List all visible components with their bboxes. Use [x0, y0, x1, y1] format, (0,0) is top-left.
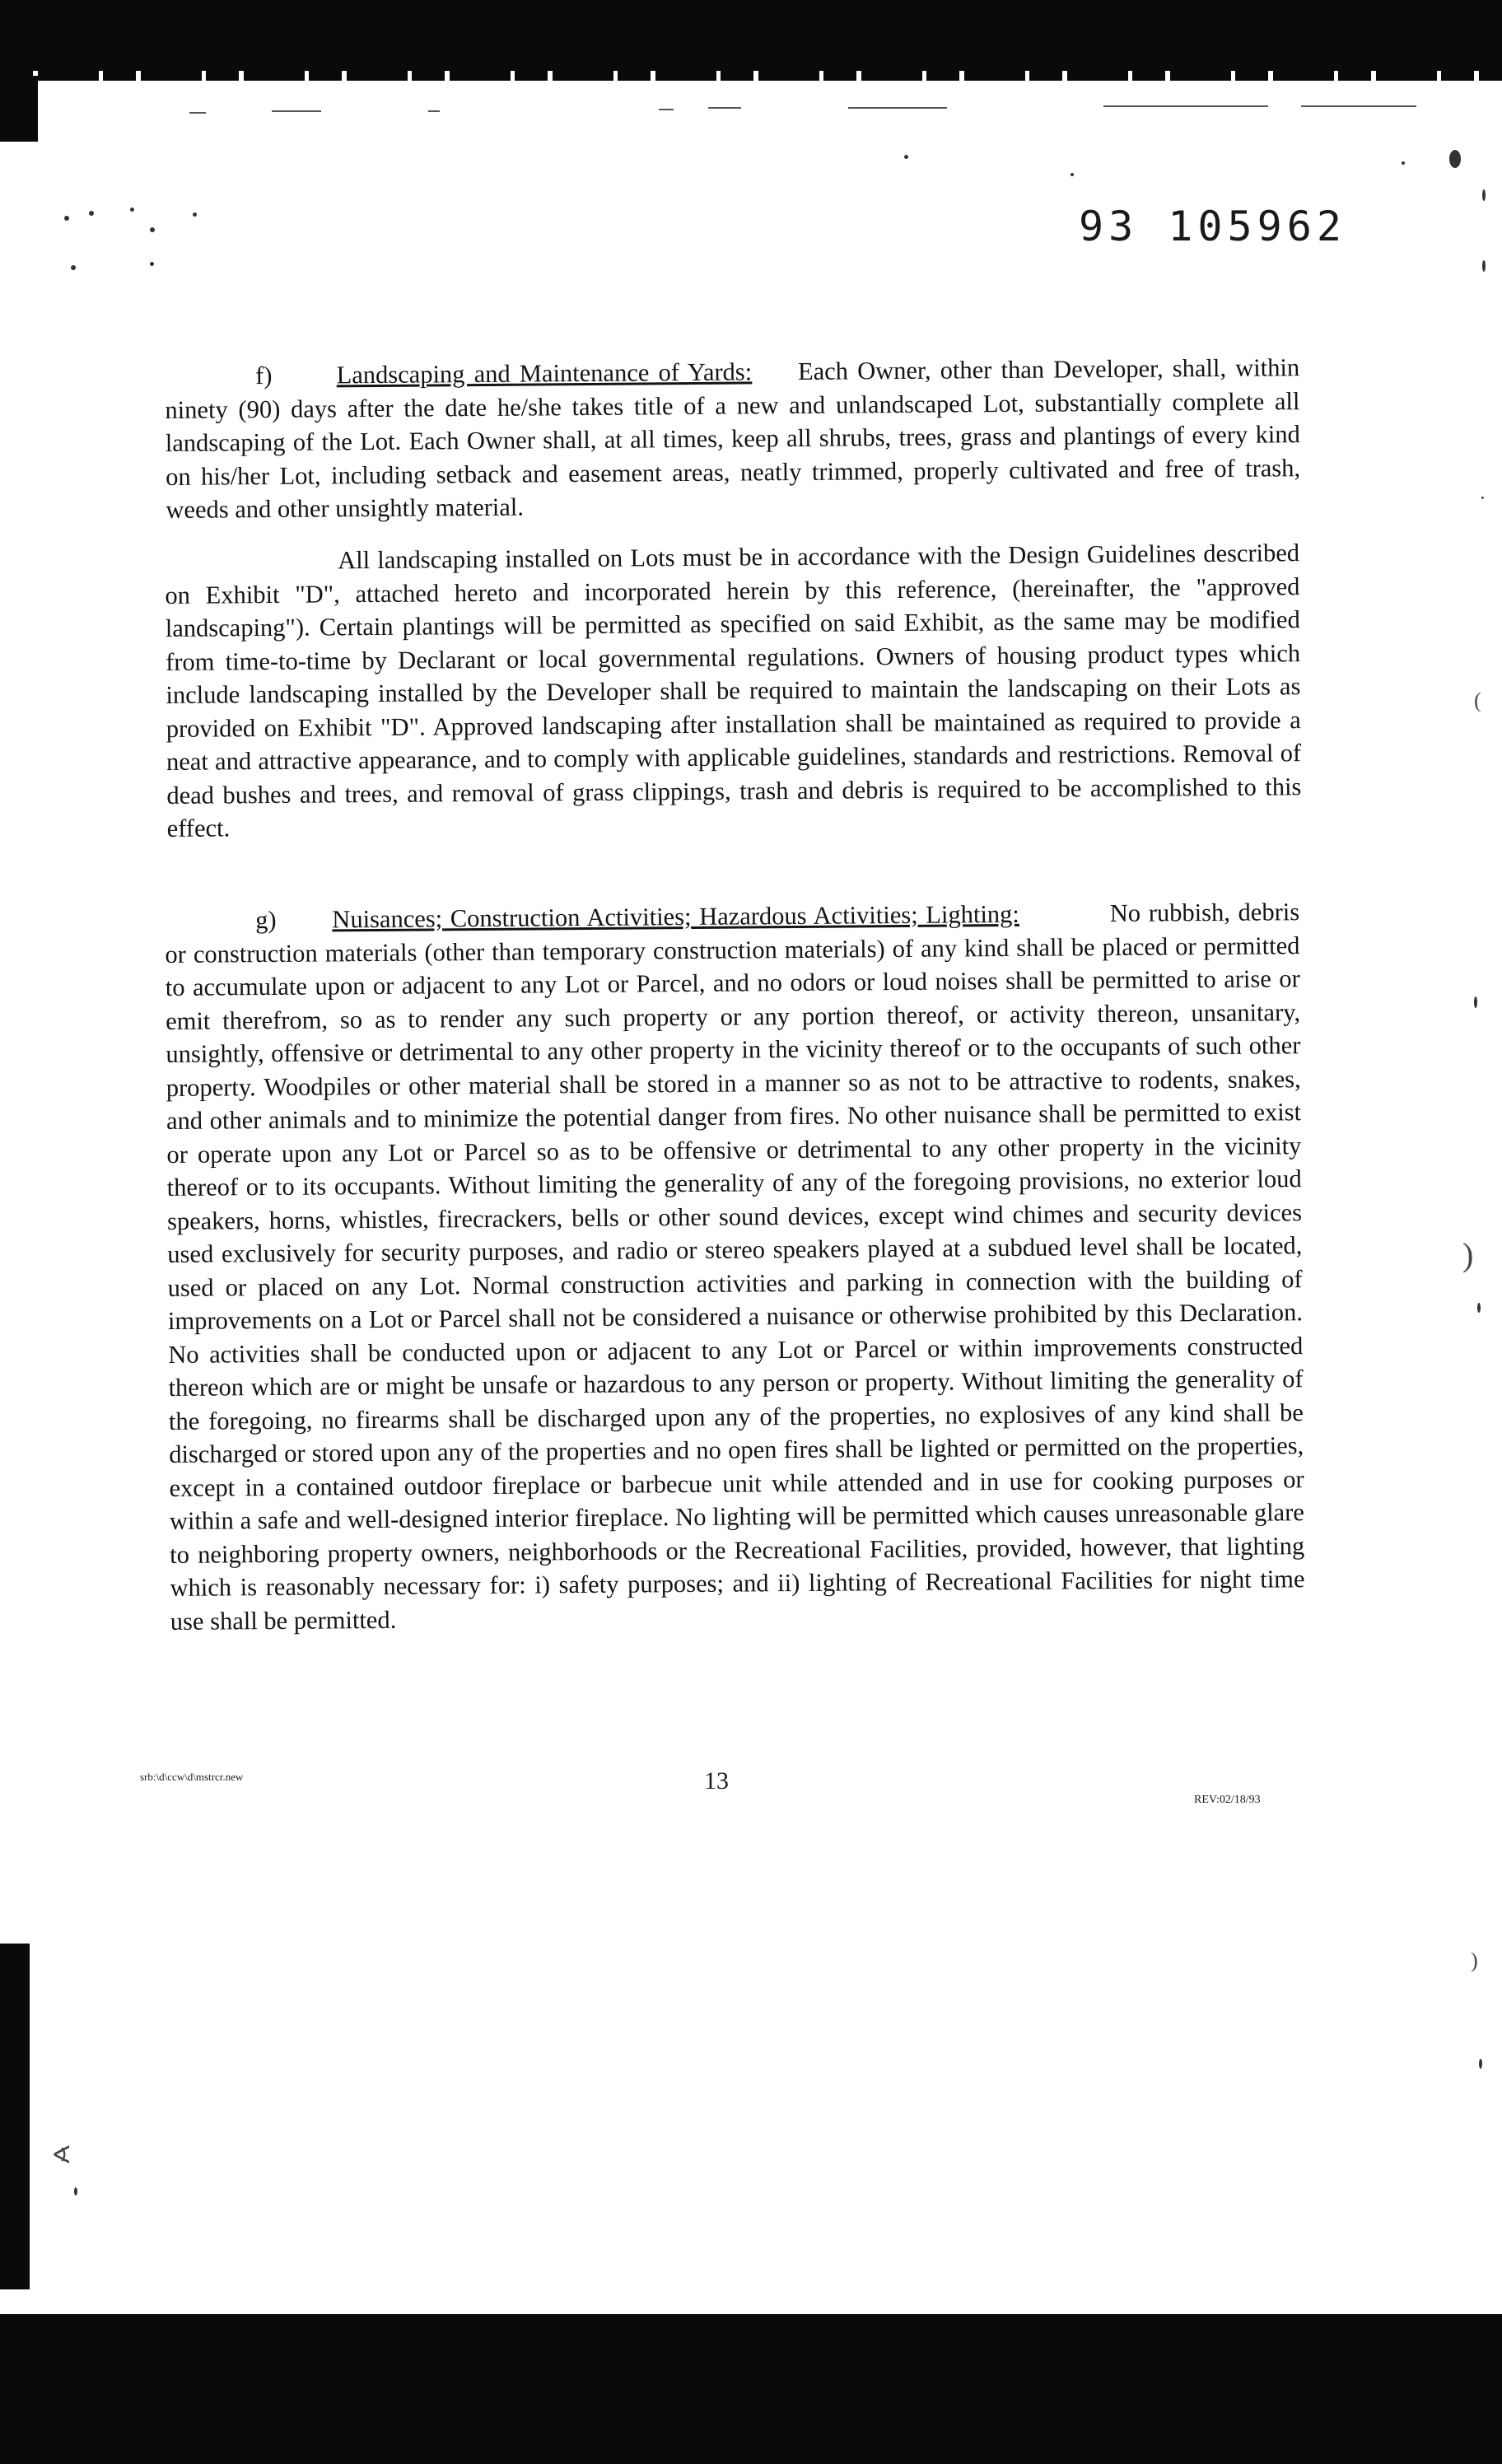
scan-dash — [189, 112, 206, 114]
scan-speck — [89, 211, 94, 216]
document-number: 93 105962 — [1079, 203, 1346, 250]
scan-speck — [904, 155, 908, 159]
scan-speck — [1449, 150, 1461, 168]
scan-border-left — [0, 1944, 30, 2289]
scan-speck — [130, 208, 134, 212]
scan-speck — [150, 227, 155, 232]
scan-dash — [1103, 105, 1268, 107]
scan-speck — [193, 212, 197, 217]
scan-speck — [1482, 189, 1486, 201]
scan-dash — [659, 109, 674, 110]
scan-border-notch — [0, 76, 38, 142]
scan-border-bottom — [0, 2314, 1502, 2464]
footer-file-path: srb:\d\ccw\d\mstrcr.new — [140, 1771, 244, 1783]
section-f-marker: f) — [255, 361, 273, 390]
scan-speck — [1479, 2059, 1482, 2069]
scan-margin-mark: ) — [1471, 1948, 1478, 1972]
scan-speck — [150, 262, 154, 266]
scan-dash — [848, 107, 947, 109]
scan-margin-mark: ) — [1462, 1236, 1474, 1273]
section-f-text: Each Owner, other than Developer, shall, within ninety (90) days after the date he/she takes title of a new and unlandscaped Lot, substantially complete all landscaping of the Lot. Each Owner shall, at all times, keep all shrubs, trees, grass and plantings of every kind on his/her Lot, including setback and easement areas, neatly trimmed, properly cultivated and free of trash, weeds and other unsightly material. — [165, 353, 1301, 524]
section-g-marker: g) — [255, 905, 277, 935]
scan-speck — [1477, 1303, 1481, 1313]
scan-speck — [71, 265, 76, 270]
scan-speck — [64, 216, 69, 221]
section-f — [165, 351, 1301, 526]
scan-speck — [74, 2187, 77, 2196]
scan-margin-mark: · — [1479, 486, 1486, 510]
section-f-heading: Landscaping and Maintenance of Yards: — [336, 357, 753, 390]
scan-dash — [272, 110, 321, 112]
section-g-text: No rubbish, debris or construction materials (other than temporary construction materials) of any kind shall be placed or permitted to accumulate upon or adjacent to any Lot or Parcel, and no odors or loud noises shall be permitted to arise or emit therefrom, so as to render any such property or any portion thereof, or activity thereon, unsanitary, unsightly, offensive or detrimental to any other property in the vicinity thereof or to the occupants of such other property. Woodpiles or other material shall be stored in a manner so as not to be attractive to rodents, snakes, and other animals and to minimize the potential danger from fires. No other nuisance shall be permitted to exist or operate upon any Lot or Parcel so as to be offensive or detrimental to any other property in the vicinity thereof or to its occupants. Without limiting the generality of any of the foregoing provisions, no exterior loud speakers, horns, whistles, firecrackers, bells or other sound devices, except wind chimes and security devices used exclusively for security purposes, and radio or stereo speakers played at a subdued level shall be located, used or placed on any Lot. Normal construction activities and parking in connection with the building of improvements on a Lot or Parcel shall not be considered a nuisance or otherwise prohibited by this Declaration. No activities shall be conducted upon or adjacent to any Lot or Parcel or within improvements constructed thereon which are or might be unsafe or hazardous to any person or property. Without limiting the generality of the foregoing, no firearms shall be discharged upon any of the properties, no explosives of any kind shall be discharged or stored upon any of the properties and no open fires shall be lighted or permitted on the properties, except in a contained outdoor fireplace or barbecue unit while attended and in use for cooking purposes or within a safe and well-designed interior fireplace. No lighting will be permitted which causes unreasonable glare to neighboring property owners, neighborhoods or the Recreational Facilities, provided, however, that lighting which is reasonably necessary for: i) safety purposes; and ii) lighting of Recreational Facilities for night time use shall be permitted. — [165, 898, 1305, 1636]
scan-border-edge — [0, 71, 1502, 81]
scan-speck — [1474, 996, 1477, 1008]
scan-speck — [1071, 173, 1074, 176]
scan-dash — [1301, 105, 1416, 107]
scan-border-top — [0, 0, 1502, 76]
scan-speck — [1402, 161, 1405, 165]
section-g-heading: Nuisances; Construction Activities; Hazardous Activities; Lighting: — [332, 899, 1019, 934]
landscaping-paragraph — [165, 536, 1302, 845]
landscaping-paragraph-text: All landscaping installed on Lots must be in accordance with the Design Guidelines described on Exhibit "D", attached hereto and incorporated herein by this reference, (hereinafter, the "approved landscaping"). Certain plantings will be permitted as specified on said Exhibit, as the same may be modified from time-to-time by Declarant or local governmental regulations. Owners of housing product types which include landscaping installed by the Developer shall be required to maintain the landscaping on their Lots as provided on Exhibit "D". Approved landscaping after installation shall be maintained as required to provide a neat and attractive appearance, and to comply with applicable guidelines, standards and restrictions. Removal of dead bushes and trees, and removal of grass clippings, trash and debris is required to be accomplished to this effect. — [165, 539, 1302, 842]
scan-margin-mark: ( — [1474, 688, 1481, 712]
scan-dash — [428, 110, 440, 112]
scan-margin-mark: ∢ — [51, 2142, 72, 2169]
section-g — [165, 895, 1305, 1638]
scan-speck — [1482, 260, 1486, 272]
footer-page-number: 13 — [704, 1767, 729, 1794]
scan-dash — [708, 107, 741, 109]
footer-revision: REV:02/18/93 — [1194, 1794, 1261, 1806]
